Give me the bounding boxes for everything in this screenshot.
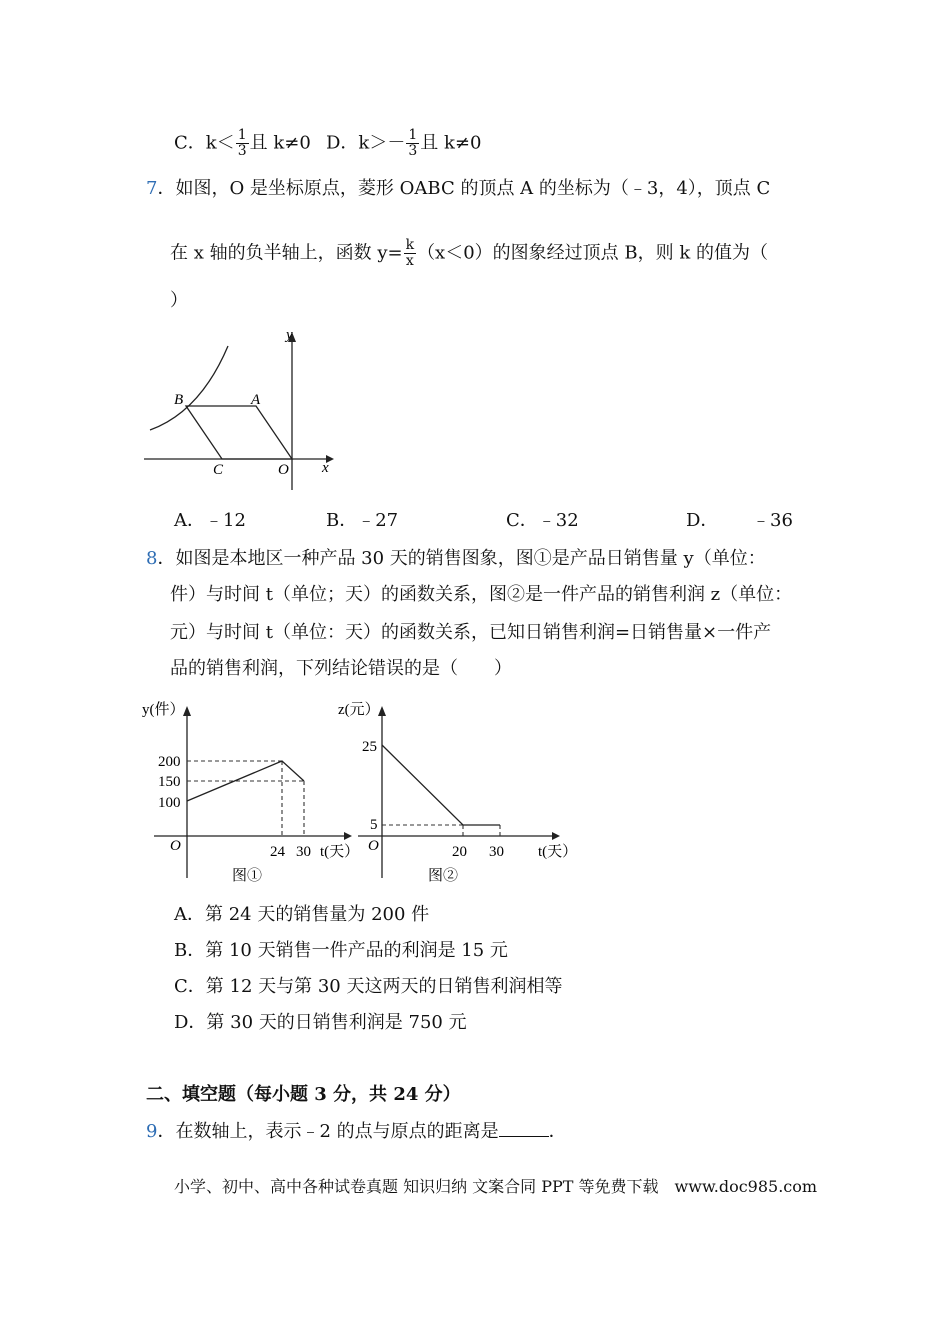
fraction-numerator: 1 (408, 127, 418, 143)
q7-option-c: C．﹣32 (506, 510, 579, 531)
q7-figure (140, 322, 340, 494)
fig2-tick-20: 20 (452, 844, 467, 860)
fig1-origin: O (170, 838, 181, 854)
q6-option-c (174, 128, 311, 159)
x-axis-label: x (322, 460, 329, 476)
y-axis-label: y (286, 327, 293, 343)
point-a-label: A (251, 392, 261, 408)
q7-number: 7 (146, 178, 158, 199)
fig2-x-label: t(天） (538, 844, 578, 860)
fraction-numerator: k (405, 237, 415, 253)
q7-line-2 (170, 238, 768, 269)
point-c-label: C (213, 462, 224, 478)
fig1-tick-30: 30 (296, 844, 311, 860)
fraction-denominator: x (405, 253, 414, 269)
q8-number: 8 (146, 548, 158, 569)
fig2-tick-30: 30 (489, 844, 504, 860)
fig2-profit-line (382, 745, 500, 825)
q7-option-d-value: ﹣36 (752, 510, 793, 531)
q7-text-2-pre: 在 x 轴的负半轴上，函数 y= (170, 242, 403, 264)
q6-option-d-suffix: 且 k≠0 (420, 132, 482, 154)
q7-fraction (404, 238, 416, 269)
fig2-tick-25: 25 (362, 739, 377, 755)
q6-option-d-prefix: D．k＞－ (326, 132, 406, 154)
q8-option-a: A．第 24 天的销售量为 200 件 (174, 904, 430, 925)
section-heading: 二、填空题（每小题 3 分，共 24 分） (146, 1084, 461, 1105)
origin-label: O (278, 462, 289, 478)
q8-figure-2 (330, 694, 590, 890)
q8-line-2: 件）与时间 t（单位；天）的函数关系，图②是一件产品的销售利润 z（单位： (170, 584, 793, 605)
hyperbola-curve (150, 346, 228, 430)
fig1-y-label: y(件） (142, 702, 185, 718)
fig2-origin: O (368, 838, 379, 854)
q9-answer-blank[interactable] (499, 1120, 549, 1137)
q8-option-b: B．第 10 天销售一件产品的利润是 15 元 (174, 940, 508, 961)
q6-option-c-suffix: 且 k≠0 (249, 132, 311, 154)
q7-option-b: B．﹣27 (326, 510, 399, 531)
fig2-x-axis-arrow (552, 832, 560, 840)
fraction-denominator: 3 (408, 143, 418, 159)
fraction-numerator: 1 (237, 127, 247, 143)
q6-option-c-prefix: C．k＜ (174, 132, 235, 154)
q8-option-c: C．第 12 天与第 30 天这两天的日销售利润相等 (174, 976, 563, 997)
fig1-tick-100: 100 (158, 795, 181, 811)
fig1-x-label: t(天） (320, 844, 360, 860)
fig1-tick-24: 24 (270, 844, 285, 860)
fraction-denominator: 3 (237, 143, 247, 159)
q8-line-4: 品的销售利润，下列结论错误的是（ ） (170, 658, 512, 679)
q8-option-d: D．第 30 天的日销售利润是 750 元 (174, 1012, 467, 1033)
q8-text-1: ．如图是本地区一种产品 30 天的销售图象，图①是产品日销售量 y（单位： (157, 548, 766, 569)
fig1-tick-200: 200 (158, 754, 181, 770)
q6-option-d (326, 128, 481, 159)
q7-text-1: ．如图，O 是坐标原点，菱形 OABC 的顶点 A 的坐标为（﹣3，4），顶点 C (157, 178, 771, 199)
page-footer: 小学、初中、高中各种试卷真题 知识归纳 文案合同 PPT 等免费下载 www.doc985.com (174, 1177, 818, 1196)
q7-option-d: D． (686, 510, 719, 531)
q8-line-1 (146, 548, 766, 570)
rhombus-oabc (186, 406, 292, 459)
q7-option-a: A．﹣12 (174, 510, 246, 531)
q8-line-3: 元）与时间 t（单位：天）的函数关系，已知日销售利润=日销售量×一件产 (170, 622, 772, 643)
fig1-caption: 图① (232, 868, 263, 884)
q9-number: 9 (146, 1121, 158, 1142)
q7-text-2-post: （x＜0）的图象经过顶点 B，则 k 的值为（ (417, 242, 768, 264)
fig2-y-label: z(元） (338, 702, 380, 718)
fig1-tick-150: 150 (158, 774, 181, 790)
q6-option-c-fraction (236, 128, 249, 159)
q9-end: ． (548, 1121, 567, 1142)
q7-line-3: ） (170, 290, 188, 311)
fig2-caption: 图② (428, 868, 459, 884)
q9-line (146, 1120, 567, 1143)
point-b-label: B (174, 392, 184, 408)
q9-text: ．在数轴上，表示﹣2 的点与原点的距离是 (157, 1121, 499, 1142)
fig2-tick-5: 5 (370, 817, 378, 833)
q6-option-d-fraction (406, 128, 419, 159)
q7-line-1 (146, 178, 770, 200)
